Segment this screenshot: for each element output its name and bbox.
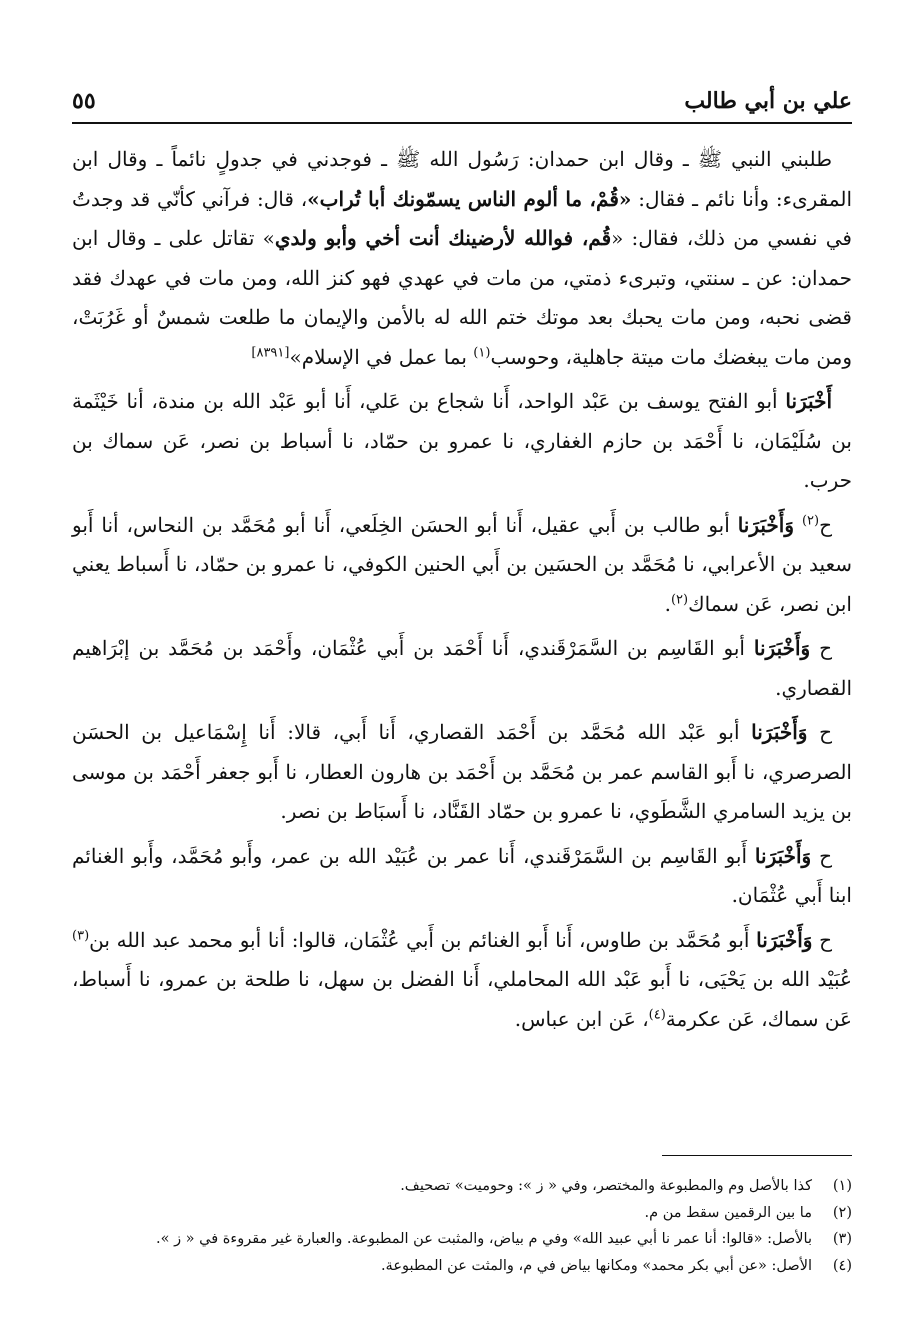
text-run: ح [807,720,832,744]
footnote-text: كذا بالأصل وم والمطبوعة والمختصر، وفي « ز »: وحوميت» تصحيف. [400,1178,812,1194]
text-run: أَبو مُحَمَّد بن طاوس، أَنا أَبو الغنائم بن أَبي عُثْمَان، قالوا: أنا أبو محمد عبد الله بن [89,927,757,952]
footnote-reference: (٢) [801,512,820,528]
text-run [794,513,802,537]
body-paragraph [72,382,852,501]
bold-phrase: قُم، فوالله لأرضينك أنت أخي وأبو ولدي [274,226,612,250]
footnote [72,1226,852,1253]
text-run: ، عَن ابن عباس. [514,1006,649,1031]
bold-phrase: وَأَخْبَرَنا [753,636,811,660]
footnote [72,1173,852,1200]
text-run: أَبو القَاسِم بن السَّمَرْقَندي، أَنا عمر بن عُبَيْد الله بن عمر، وأَبو مُحَمَّد، وأَبو الغنائم ابنا أَبي عُثْمَان. [72,843,852,907]
text-run: أبو القَاسِم بن السَّمَرْقَندي، أَنا أَحْمَد بن أَبي عُثْمَان، وأَحْمَد بن مُحَمَّد بن إبْرَاهيم القصاري. [72,636,852,700]
text-run: طلبني النبي ﷺ ـ وقال ابن حمدان: رَسُول الله ﷺ ـ فوجدني في جدولٍ نائماً ـ وقال ابن المقرىء: وأنا نائم ـ فقال: [72,147,853,211]
footnote-reference: (٢) [670,591,689,607]
footnote-number: (٤) [832,1257,852,1274]
text-run: بما عمل في الإسلام» [289,344,474,369]
text-run: . [664,591,671,616]
body-paragraph [72,629,852,708]
footnote [72,1253,852,1280]
page-header [72,82,852,116]
footnote-reference: (٤) [648,1006,666,1022]
footnote-reference: (٣) [72,927,90,943]
text-run: ح [811,843,832,868]
text-run: ح [812,927,832,952]
body-paragraph [72,837,852,916]
bold-phrase: وَأَخْبَرَنا [754,843,812,868]
bold-phrase: وَأَخْبَرَنا [751,720,808,744]
footnote-number: (١) [832,1178,852,1194]
footnote-reference: (١) [473,344,491,360]
text-run: أبو طالب بن أَبي عقيل، أَنا أبو الحسَن الخِلَعي، أَنا أبو مُحَمَّد بن النحاس، أنا أَبو سعيد بن الأعرابي، نا مُحَمَّد بن الحسَين بن أَبي الحنين الكوفي، نا عمرو بن حمّاد، نا أَسباط يعني ابن نصر، عَن سماك [72,512,852,616]
body-paragraph [72,506,852,625]
footnote-text: الأصل: «عن أبي بكر محمد» ومكانها بياض في م، والمثت عن المطبوعة. [380,1257,812,1274]
footnote-number: (٢) [832,1204,852,1221]
bold-phrase: أَخْبَرَنا [785,389,832,413]
text-run: » تقاتل على ـ وقال ابن حمدان: عن ـ سنتي، وتبرىء ذمتي، من مات في عهدي فهو كنز الله، ومن مات في عهدك فقد قضى نحبه، ومن مات يحبك بعد موتك ختم الله له بالأمن والإيمان ما طلعت شمسٌ أو غَرُبَتْ، ومن مات يبغضك مات ميتة جاهلية، وحوسب [72,226,852,369]
body-paragraph [72,140,852,377]
body-paragraph [72,921,852,1040]
header-divider [72,122,852,124]
footnote-text: ما بين الرقمين سقط من م. [644,1204,812,1221]
page-number: ٥٥ [72,88,96,114]
bold-phrase: «قُمْ، ما ألوم الناس يسمّونك أبا تُراب» [307,186,632,211]
text-run: أبو الفتح يوسف بن عَبْد الواحد، أَنا شجاع بن عَلي، أَنا أبو عَبْد الله بن مندة، أنا خَيْثَمة بن سُلَيْمَان، نا أَحْمَد بن حازم الغفاري، نا عمرو بن حمّاد، نا أسباط بن نصر، عَن سماك بن حرب. [72,389,852,492]
footnote-reference: [٨٣٩١] [251,344,290,360]
footnotes [72,1173,852,1279]
text-run: ح [819,512,832,537]
running-title: علي بن أبي طالب [684,88,852,114]
footnote-text: بالأصل: «قالوا: أنا عمر نا أبي عبيد الله» وفي م بياض، والمثبت عن المطبوعة. والعبارة غير مقروءة في « ز ». [155,1231,812,1247]
text-run: عُبَيْد الله بن يَحْيَى، نا أَبو عَبْد الله المحاملي، أَنا الفضل بن سهل، نا طلحة بن عمرو، نا أَسباط، عَن سماك، عَن عكرمة [72,967,852,1031]
bold-phrase: وَأَخْبَرَنا [756,927,813,952]
footnote-number: (٣) [832,1231,852,1247]
body-paragraph [72,713,852,832]
footnote-divider [662,1155,852,1156]
main-text [72,140,852,1044]
footnote [72,1200,852,1227]
text-run: ح [810,636,832,660]
text-run: ، قال: فرآني كأنّي قد وجدتُ في نفسي من ذلك، فقال: « [72,186,852,250]
text-run: أبو عَبْد الله مُحَمَّد بن أَحْمَد القصاري، أَنا أَبي، قالا: أَنا إِسْمَاعيل بن الحسَن الصرصري، نا أَبو القاسم عمر بن مُحَمَّد بن أَحْمَد بن هارون العطار، نا أَبو جعفر أَحْمَد بن موسى بن يزيد السامري الشَّطَوي، نا عمرو بن حمّاد القَنَّاد، نا أَسبَاط بن نصر. [72,720,852,823]
bold-phrase: وَأَخْبَرَنا [737,512,795,537]
